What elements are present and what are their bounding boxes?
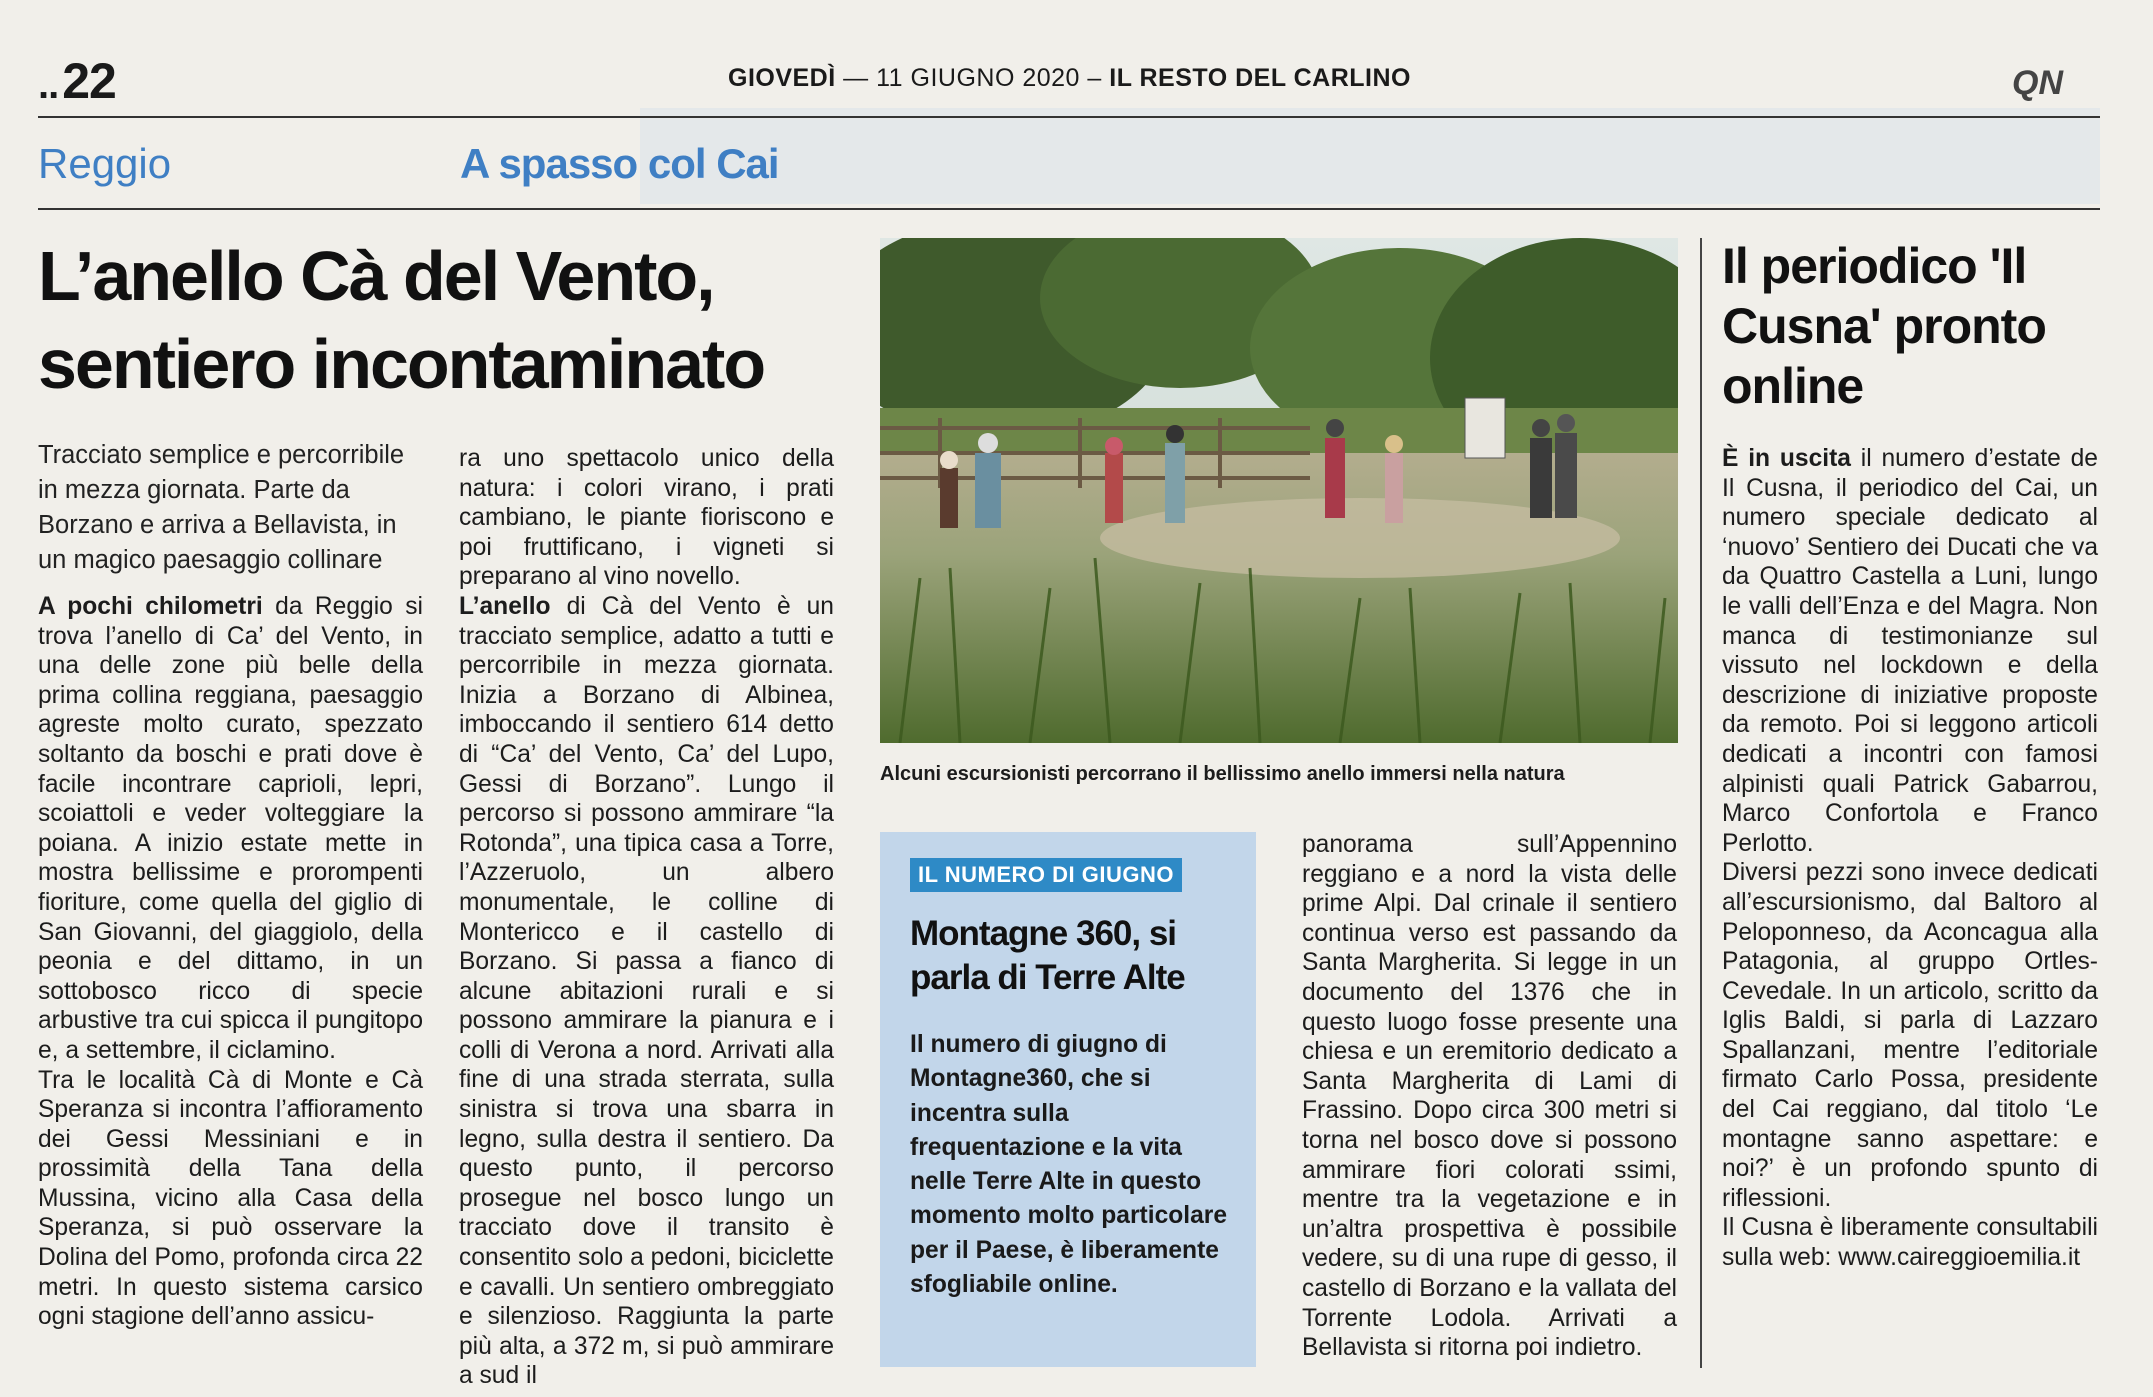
newspaper-name: IL RESTO DEL CARLINO — [1109, 64, 1411, 92]
svg-text:QN: QN — [2012, 64, 2063, 102]
paragraph: panorama sull’Appennino reggiano e a nord la vista delle prime Alpi. Dal crinale il sentiero continua verso est passando da Santa Margherita. Si legge in un documento del 1376 che in questo luogo fosse presente una chiesa e un eremitorio dedicato a Santa Margherita di Lami di Frassino. Dopo circa 300 metri si torna nel bosco dove si possono ammirare fiori colorati ssimi, mentre tra la vegetazione e in un’altra prospettiva è possibile vedere, su di una rupe di gesso, il castello di Borzano e la vallata del Torrente Lodola. Arrivati a Bellavista si ritorna poi indietro. — [1302, 831, 1677, 1362]
article-column-1 — [38, 592, 423, 1332]
article-column-2 — [459, 444, 834, 1391]
photo-caption: Alcuni escursionisti percorrano il bellissimo anello immersi nella natura — [880, 763, 1565, 785]
box-tag: IL NUMERO DI GIUGNO — [910, 858, 1182, 892]
qn-logo — [2010, 62, 2100, 102]
column-divider — [1700, 238, 1702, 1368]
day: GIOVEDÌ — [728, 64, 836, 92]
date: 11 GIUGNO 2020 — [876, 64, 1080, 92]
header-rule — [38, 116, 2100, 118]
sidebar-title: Il periodico 'Il Cusna' pronto online — [1722, 238, 2046, 414]
subheadline: Tracciato semplice e percorribile in mezza giornata. Parte da Borzano e arriva a Bellavista, in un magico paesaggio collinare — [38, 441, 405, 574]
headline: L’anello Cà del Vento, sentiero incontaminato — [38, 237, 765, 403]
box-title: Montagne 360, si parla di Terre Alte — [910, 914, 1185, 997]
box-body: Il numero di giugno di Montagne360, che si incentra sulla frequentazione e la vita nelle Terre Alte in questo momento molto particolare per il Paese, è liberamente sfogliabile online. — [910, 1031, 1228, 1299]
dateline: GIOVEDÌ — 11 GIUGNO 2020 – IL RESTO DEL CARLINO — [728, 64, 1411, 92]
hikers-photo — [880, 238, 1678, 743]
page-number: ..22 — [38, 53, 116, 109]
paragraph: Il Cusna è liberamente consultabili sulla web: www.caireggioemilia.it — [1722, 1214, 2098, 1272]
paragraph: ra uno spettacolo unico della natura: i colori virano, i prati cambiano, le piante fioriscono e poi fruttificano, i vigneti si preparano al vino novello. — [459, 445, 834, 591]
article-column-3 — [1302, 830, 1677, 1363]
sidebar-article — [1722, 444, 2098, 1273]
section-label: Reggio — [38, 140, 172, 187]
paragraph: Tra le località Cà di Monte e Cà Speranza si incontra l’affioramento dei Gessi Messiniani e in prossimità della Tana della Mussina, vicino alla Casa della Speranza, si può osservare la Dolina del Pomo, profonda circa 22 metri. In questo sistema carsico ogni stagione dell’anno assicu- — [38, 1066, 423, 1331]
section-rule — [38, 208, 2100, 210]
paragraph: L’anello di Cà del Vento è un tracciato semplice, adatto a tutti e percorribile in mezza giornata. Inizia a Borzano di Albinea, imboccando il sentiero 614 detto di “Ca’ del Vento, Ca’ del Lupo, Gessi di Borzano”. Lungo il percorso si possono ammirare “la Rotonda”, una tipica casa a Torre, l’Azzeruolo, un albero monumentale, le colline di Montericco e il castello di Borzano. Si passa a fianco di alcune abitazioni rurali e si possono ammirare la pianura e i colli di Verona a nord. Arrivati alla fine di una strada sterrata, sulla sinistra si trova una sbarra in legno, sulla destra il sentiero. Da questo punto, il percorso prosegue nel bosco lungo un tracciato dove il transito è consentito solo a pedoni, biciclette e cavalli. Un sentiero ombreggiato e silenzioso. Raggiunta la parte più alta, a 372 m, si può ammirare a sud il — [459, 592, 834, 1390]
paragraph: Diversi pezzi sono invece dedicati all’escursionismo, dal Baltoro al Peloponneso, da Aconcagua alla Patagonia, al gruppo Ortles-Cevedale. In un articolo, scritto da Iglis Baldi, si parla di Lazzaro Spallanzani, mentre l’editoriale firmato Carlo Possa, presidente del Cai reggiano, dal titolo ‘Le montagne sanno aspettare: e noi?’ è un profondo spunto di riflessioni. — [1722, 859, 2098, 1212]
kicker: A spasso col Cai — [460, 140, 779, 187]
paragraph: A pochi chilometri da Reggio si trova l’anello di Ca’ del Vento, in una delle zone più belle della prima collina reggiana, paesaggio agreste molto curato, spezzato soltanto da boschi e prati dove è facile incontrare caprioli, lepri, scoiattoli e veder volteggiare la poiana. A inizio estate mette in mostra bellissime e prorompenti fioriture, come quella del giglio di San Giovanni, del giaggiolo, della peonia e del dittamo, in un sottobosco ricco di specie arbustive tra cui spicca il pungitopo e, a settembre, il ciclamino. — [38, 593, 423, 1064]
paragraph: È in uscita il numero d’estate de Il Cusna, il periodico del Cai, un numero speciale dedicato al ‘nuovo’ Sentiero dei Ducati che va da Quattro Castella a Luni, lungo le valli dell’Enza e del Magra. Non manca di testimonianze sul vissuto nel lockdown e della descrizione di iniziative proposte da remoto. Poi si leggono articoli dedicati a incontri con famosi alpinisti quali Patrick Gabarrou, Marco Confortola e Franco Perlotto. — [1722, 445, 2098, 857]
background-strip — [640, 108, 2100, 204]
